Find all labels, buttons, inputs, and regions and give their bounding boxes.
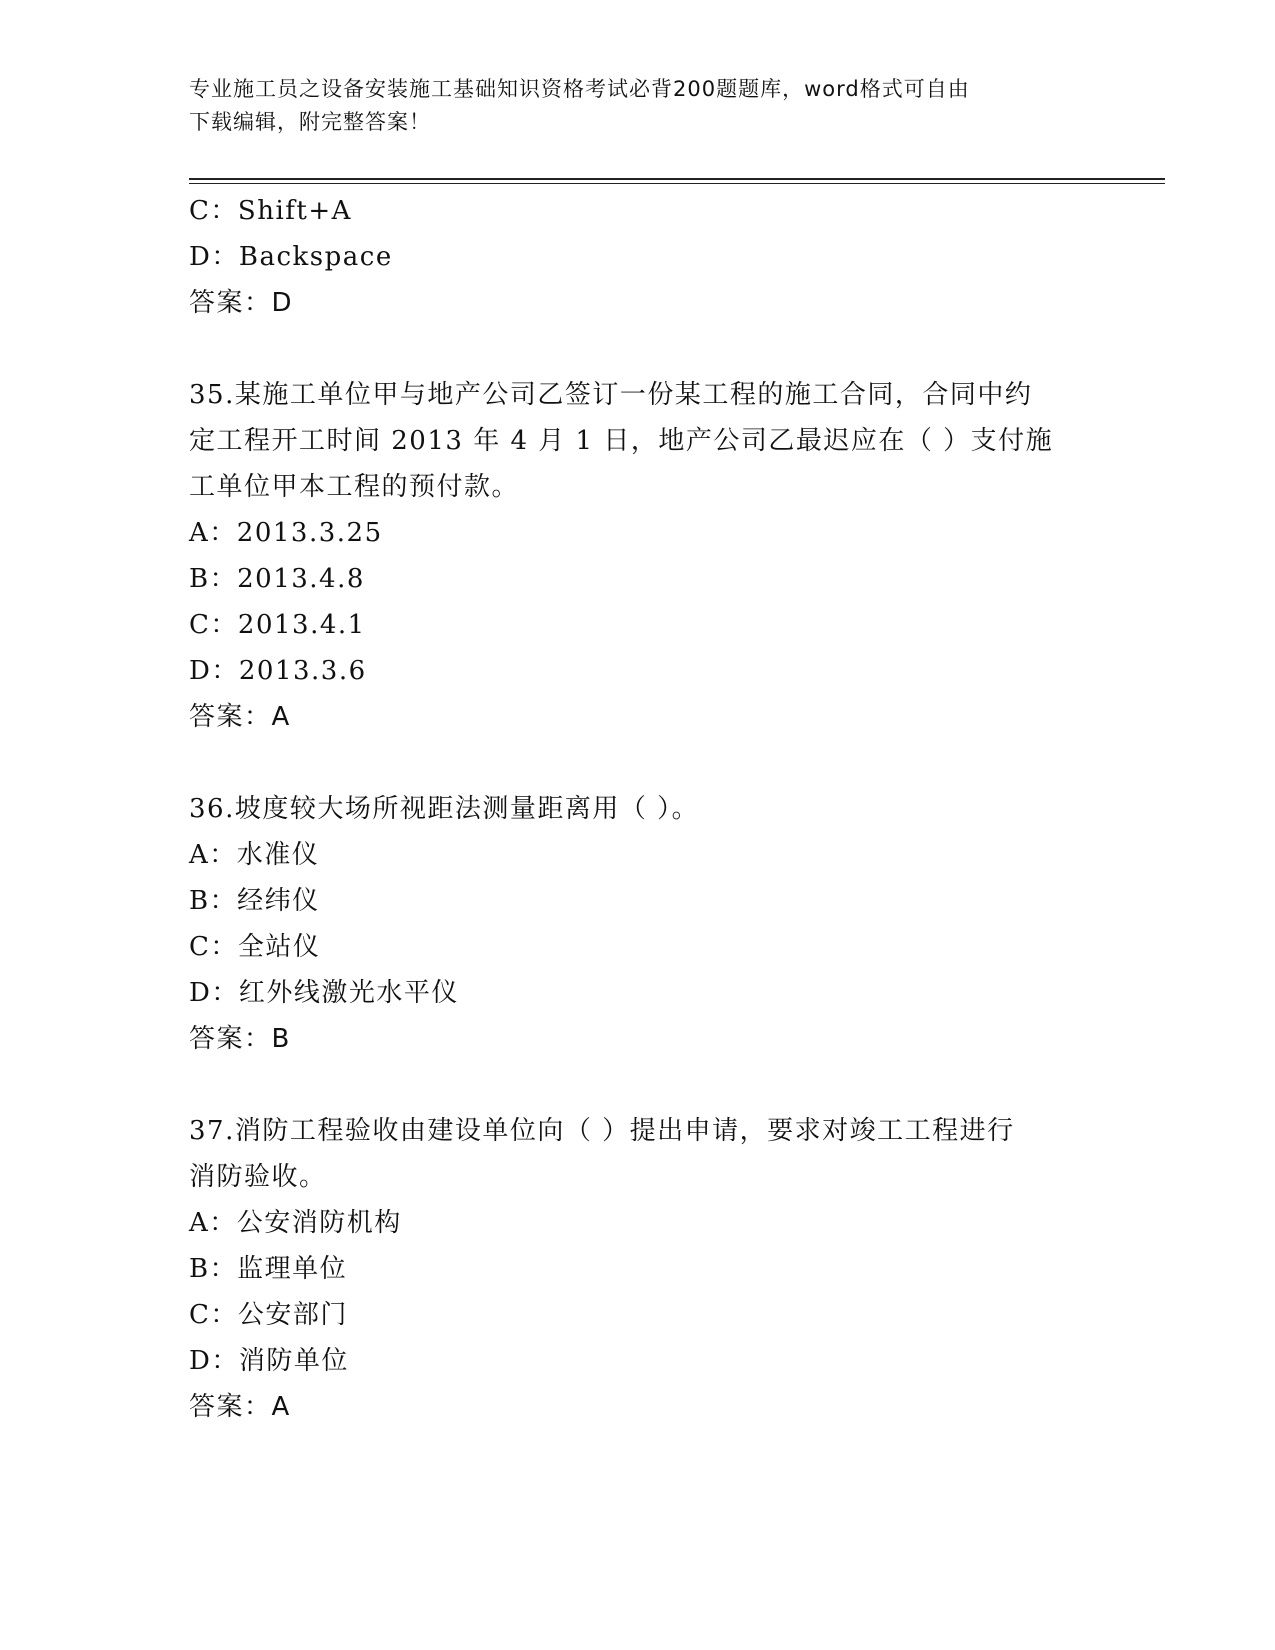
answer-line: 答案：D bbox=[189, 288, 294, 318]
answer-line: 答案：A bbox=[189, 1392, 291, 1422]
header-title-line-1: 专业施工员之设备安装施工基础知识资格考试必背200题题库，word格式可自由 bbox=[189, 77, 970, 101]
option-c: C：公安部门 bbox=[189, 1300, 348, 1330]
question-number: 36. bbox=[189, 794, 235, 824]
question-36 bbox=[189, 786, 1089, 1062]
spacer bbox=[189, 326, 1089, 372]
option-a: A：2013.3.25 bbox=[189, 518, 383, 548]
question-37 bbox=[189, 1108, 1089, 1430]
option-c: C：全站仪 bbox=[189, 932, 321, 962]
question-text: 36.坡度较大场所视距法测量距离用（ ）。 bbox=[189, 794, 700, 824]
option-d: D：红外线激光水平仪 bbox=[189, 978, 459, 1008]
option-c: C：2013.4.1 bbox=[189, 610, 366, 640]
header-divider bbox=[189, 178, 1165, 184]
option-d: D：2013.3.6 bbox=[189, 656, 367, 686]
header-title-line-2: 下载编辑，附完整答案！ bbox=[189, 110, 431, 134]
option-a: A：水准仪 bbox=[189, 840, 320, 870]
document-body bbox=[189, 188, 1089, 1430]
question-35 bbox=[189, 372, 1089, 740]
option-a: A：公安消防机构 bbox=[189, 1208, 402, 1238]
option-c: C：Shift+A bbox=[189, 196, 352, 226]
answer-line: 答案：A bbox=[189, 702, 291, 732]
option-b: B：监理单位 bbox=[189, 1254, 348, 1284]
option-d: D：消防单位 bbox=[189, 1346, 349, 1376]
question-number: 37. bbox=[189, 1116, 235, 1146]
question-text: 35.某施工单位甲与地产公司乙签订一份某工程的施工合同，合同中约 定工程开工时间 2013 年 4 月 1 日，地产公司乙最迟应在（ ）支付施 工单位甲本工程的预付款。 bbox=[189, 380, 1054, 502]
option-b: B：2013.4.8 bbox=[189, 564, 365, 594]
partial-question bbox=[189, 188, 1089, 326]
document-header bbox=[189, 73, 1079, 139]
spacer bbox=[189, 1062, 1089, 1108]
spacer bbox=[189, 740, 1089, 786]
option-d: D：Backspace bbox=[189, 242, 393, 272]
answer-line: 答案：B bbox=[189, 1024, 291, 1054]
option-b: B：经纬仪 bbox=[189, 886, 320, 916]
question-number: 35. bbox=[189, 380, 235, 410]
question-text: 37.消防工程验收由建设单位向（ ）提出申请，要求对竣工工程进行 消防验收。 bbox=[189, 1116, 1015, 1192]
